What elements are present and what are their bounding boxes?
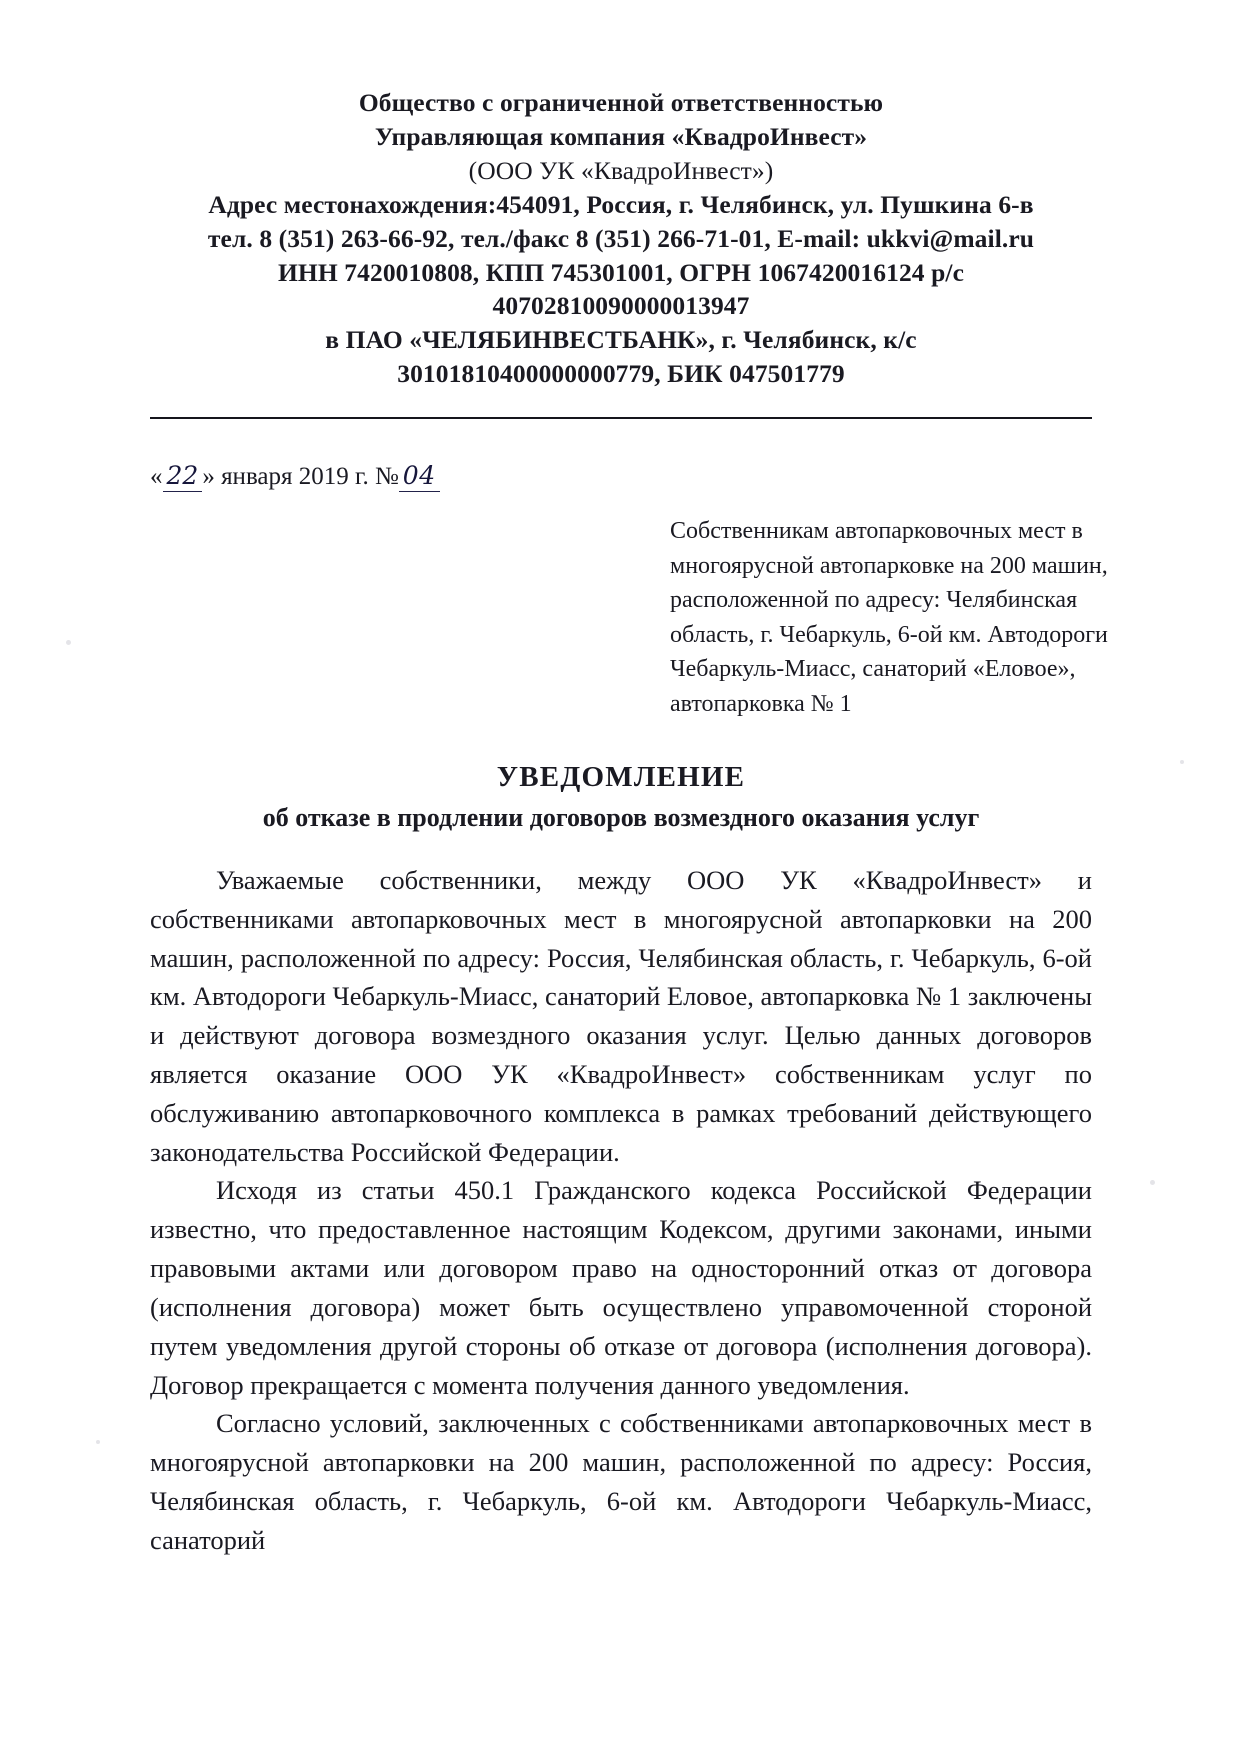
scan-speck	[1150, 1180, 1155, 1185]
addressee-line-5: Чебаркуль-Миасс, санаторий «Еловое»,	[670, 656, 1076, 683]
company-bank: в ПАО «ЧЕЛЯБИНВЕСТБАНК», г. Челябинск, к/с	[325, 325, 917, 355]
company-account-number: 40702810090000013947	[492, 291, 750, 321]
document-title: УВЕДОМЛЕНИЕ	[496, 761, 746, 794]
dateline-day-handwritten: 22	[163, 461, 203, 492]
scan-speck	[96, 1440, 100, 1444]
company-tax-ids: ИНН 7420010808, КПП 745301001, ОГРН 1067420016124 р/с	[277, 257, 965, 287]
company-name-line-1: Общество с ограниченной ответственностью	[358, 88, 884, 117]
dateline-quote: «	[150, 463, 163, 491]
body-paragraph-1: Уважаемые собственники, между ООО УК «КвадроИнвест» и собственниками автопарковочных мест в многоярусной автопарковки на 200 машин, расположенной по адресу: Россия, Челябинская область, г. Чебаркуль, 6-ой км. Автодороги Чебаркуль-Миасс, санаторий Еловое, автопарковка № 1 заключены и действуют договора возмездного оказания услуг. Целью данных договоров является оказание ООО УК «КвадроИнвест» собственникам услуг по обслуживанию автопарковочного комплекса в рамках требований действующего законодательства Российской Федерации.	[150, 864, 1092, 1167]
addressee-line-1: Собственникам автопарковочных мест в	[670, 518, 1083, 545]
addressee-line-4: область, г. Чебаркуль, 6-ой км. Автодороги	[670, 621, 1108, 648]
addressee-line-2: многоярусной автопарковке на 200 машин,	[670, 552, 1108, 579]
addressee-line-3: расположенной по адресу: Челябинская	[670, 587, 1078, 614]
document-body	[150, 861, 1092, 1560]
scan-speck	[66, 640, 71, 645]
addressee-line-6: автопарковка № 1	[670, 690, 852, 717]
body-paragraph-2: Исходя из статьи 450.1 Гражданского кодекса Российской Федерации известно, что предоставленное настоящим Кодексом, другими законами, иными правовыми актами или договором право на односторонний отказ от договора (исполнения договора) может быть осуществлено управомоченной стороной путем уведомления другой стороны об отказе от договора (исполнения договора). Договор прекращается с момента получения данного уведомления.	[150, 1175, 1092, 1400]
dateline-number-handwritten: 04	[399, 461, 440, 492]
addressee-block	[670, 514, 1140, 721]
scan-speck	[1180, 760, 1184, 764]
company-name-line-2: Управляющая компания «КвадроИнвест»	[374, 121, 868, 151]
document-subtitle: об отказе в продлении договоров возмездного оказания услуг	[262, 803, 980, 833]
company-bank-details: 30101810400000000779, БИК 047501779	[397, 359, 845, 389]
company-contacts: тел. 8 (351) 263-66-92, тел./факс 8 (351) 266-71-01, E-mail: ukkvi@mail.ru	[207, 223, 1035, 253]
dateline-month-year: » января 2019 г. №	[202, 463, 399, 491]
body-paragraph-3: Согласно условий, заключенных с собственниками автопарковочных мест в многоярусной автопарковки на 200 машин, расположенной по адресу: Россия, Челябинская область, г. Чебаркуль, 6-ой км. Автодороги Чебаркуль-Миасс, санаторий	[150, 1408, 1092, 1555]
dateline	[150, 461, 1092, 492]
letterhead	[150, 86, 1092, 391]
company-address: Адрес местонахождения:454091, Россия, г. Челябинск, ул. Пушкина 6-в	[208, 189, 1034, 219]
company-short-name: (ООО УК «КвадроИнвест»)	[468, 155, 774, 185]
header-divider	[150, 417, 1092, 419]
